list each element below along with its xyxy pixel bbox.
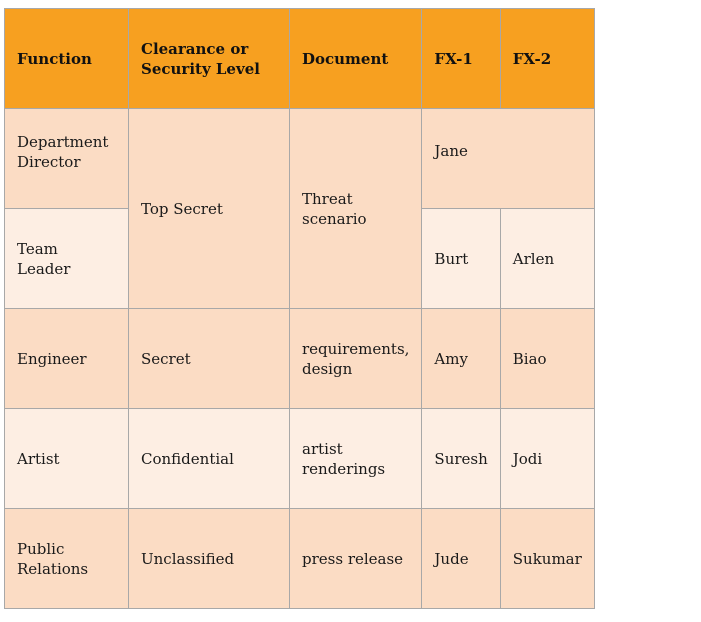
cell-fx2: Arlen <box>500 209 594 309</box>
header-document: Document <box>290 9 422 109</box>
cell-document: artist renderings <box>290 409 422 509</box>
cell-fx2: Biao <box>500 309 594 409</box>
cell-clearance: Confidential <box>129 409 290 509</box>
cell-clearance: Unclassified <box>129 509 290 609</box>
cell-fx1: Jude <box>422 509 500 609</box>
cell-fx2: Sukumar <box>500 509 594 609</box>
cell-function: Artist <box>5 409 129 509</box>
header-fx1: FX-1 <box>422 9 500 109</box>
cell-function: Engineer <box>5 309 129 409</box>
header-fx2: FX-2 <box>500 9 594 109</box>
header-row <box>5 9 595 109</box>
cell-fx1-merged: Jane <box>422 109 594 209</box>
cell-function: Department Director <box>5 109 129 209</box>
table-row <box>5 109 595 209</box>
clearance-table <box>4 8 595 609</box>
cell-function: Team Leader <box>5 209 129 309</box>
cell-fx2: Jodi <box>500 409 594 509</box>
header-function: Function <box>5 9 129 109</box>
cell-fx1: Amy <box>422 309 500 409</box>
table-row <box>5 509 595 609</box>
cell-fx1: Burt <box>422 209 500 309</box>
cell-clearance-merged: Top Secret <box>129 109 290 309</box>
cell-function: Public Relations <box>5 509 129 609</box>
cell-document: requirements, design <box>290 309 422 409</box>
table-row <box>5 409 595 509</box>
cell-document-merged: Threat scenario <box>290 109 422 309</box>
cell-clearance: Secret <box>129 309 290 409</box>
header-clearance: Clearance or Security Level <box>129 9 290 109</box>
table-row <box>5 309 595 409</box>
cell-document: press release <box>290 509 422 609</box>
cell-fx1: Suresh <box>422 409 500 509</box>
